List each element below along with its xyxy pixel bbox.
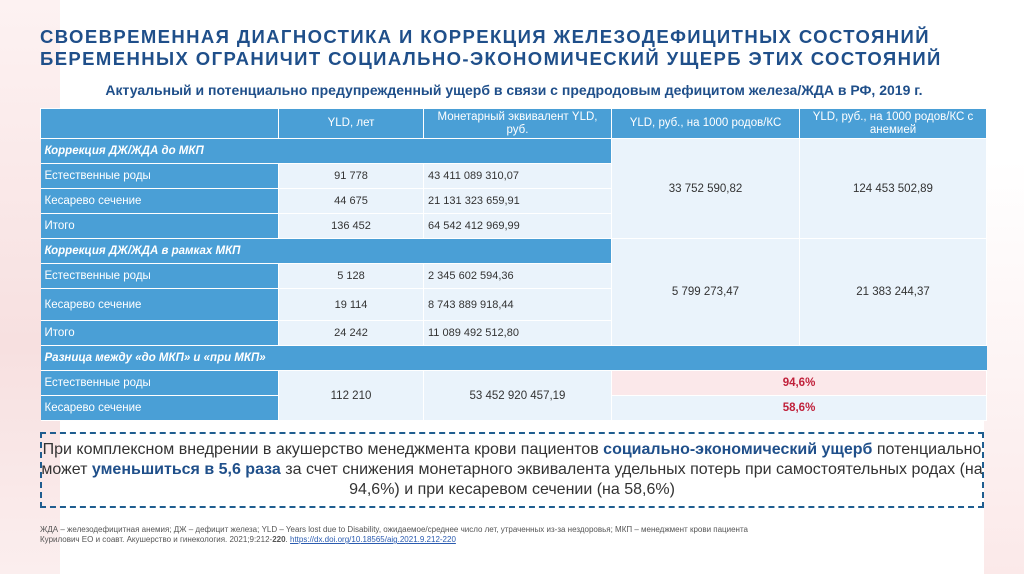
conclusion-part: При комплексном внедрении в акушерство менеджмента крови пациентов [42,441,604,458]
row-label: Кесарево сечение [41,396,279,421]
monetary-value: 11 089 492 512,80 [424,321,612,346]
yld-value: 136 452 [279,214,424,239]
row-label: Итого [41,214,279,239]
conclusion-highlight: социально-экономический ущерб [603,441,873,458]
citation [40,535,980,545]
page-title-line2: БЕРЕМЕННЫХ ОГРАНИЧИТ СОЦИАЛЬНО-ЭКОНОМИЧЕСКИЙ УЩЕРБ ЭТИХ СОСТОЯНИЙ [40,48,942,69]
row-label: Итого [41,321,279,346]
citation-text: Курилович ЕО и соавт. Акушерство и гинекология. 2021;9:212- [40,535,273,544]
monetary-value: 43 411 089 310,07 [424,164,612,189]
monetary-difference-value: 53 452 920 457,19 [424,371,612,421]
header-per1000-anemia: YLD, руб., на 1000 родов/КС с анемией [800,109,987,139]
row-label: Естественные роды [41,264,279,289]
conclusion-part: за счет снижения монетарного эквивалента удельных потерь при самостоятельных родах (на 94,6%) и при кесаревом сечении (на 58,6%) [280,461,983,498]
yld-value: 24 242 [279,321,424,346]
footnote [40,525,980,545]
decorative-background-right [984,160,1024,574]
reduction-percent: 58,6% [612,396,987,421]
header-empty-cell [41,109,279,139]
yld-value: 44 675 [279,189,424,214]
yld-value: 91 778 [279,164,424,189]
monetary-value: 64 542 412 969,99 [424,214,612,239]
damage-table [40,108,987,421]
monetary-value: 2 345 602 594,36 [424,264,612,289]
row-label: Кесарево сечение [41,189,279,214]
abbreviations-note: ЖДА – железодефицитная анемия; ДЖ – дефицит железа; YLD – Years lost due to Disability, ожидаемое/среднее число лет, утраченных из-за нездоровья; МКП – менеджмент крови пациента [40,525,748,534]
row-label: Кесарево сечение [41,289,279,321]
conclusion-part: потенциально может [41,441,982,478]
header-per1000: YLD, руб., на 1000 родов/КС [612,109,800,139]
conclusion-text [40,440,984,500]
header-monetary: Монетарный эквивалент YLD, руб. [424,109,612,139]
yld-value: 5 128 [279,264,424,289]
per1000-anemia-value: 21 383 244,37 [800,239,987,346]
section-title: Коррекция ДЖ/ЖДА до МКП [41,139,612,164]
table-caption: Актуальный и потенциально предупрежденный ущерб в связи с предродовым дефицитом железа/ЖДА в РФ, 2019 г. [105,82,923,98]
page-title [40,26,1000,70]
monetary-value: 21 131 323 659,91 [424,189,612,214]
yld-value: 19 114 [279,289,424,321]
page-title-line1: СВОЕВРЕМЕННАЯ ДИАГНОСТИКА И КОРРЕКЦИЯ ЖЕЛЕЗОДЕФИЦИТНЫХ СОСТОЯНИЙ [40,26,930,47]
per1000-value: 33 752 590,82 [612,139,800,239]
row-label: Естественные роды [41,371,279,396]
yld-difference-value: 112 210 [279,371,424,421]
per1000-anemia-value: 124 453 502,89 [800,139,987,239]
header-yld: YLD, лет [279,109,424,139]
doi-link[interactable]: https://dx.doi.org/10.18565/aig.2021.9.212-220 [290,535,456,544]
citation-separator: . [285,535,290,544]
citation-pages: 220 [272,535,286,544]
row-label: Естественные роды [41,164,279,189]
conclusion-highlight: уменьшиться в 5,6 раза [91,461,281,478]
per1000-value: 5 799 273,47 [612,239,800,346]
section-title: Разница между «до МКП» и «при МКП» [41,346,987,371]
section-title: Коррекция ДЖ/ЖДА в рамках МКП [41,239,612,264]
monetary-value: 8 743 889 918,44 [424,289,612,321]
reduction-percent: 94,6% [612,371,987,396]
